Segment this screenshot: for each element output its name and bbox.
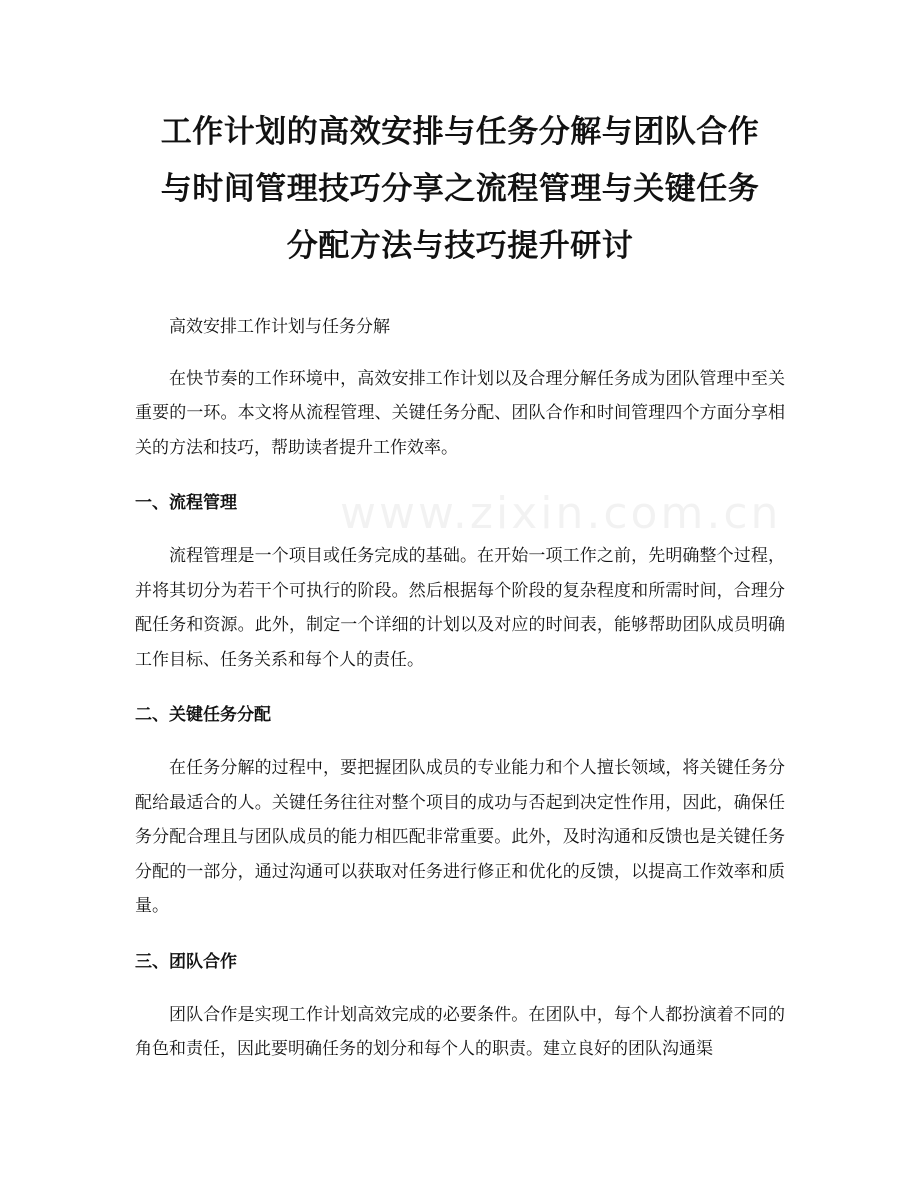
document-title bbox=[120, 104, 800, 275]
document-body bbox=[135, 310, 785, 1088]
section-body-process-management: 流程管理是一个项目或任务完成的基础。在开始一项工作之前，先明确整个过程，并将其切分为若干个可执行的阶段。然后根据每个阶段的复杂程度和所需时间，合理分配任务和资源。此外，制定一个详细的计划以及对应的时间表，能够帮助团队成员明确工作目标、任务关系和每个人的责任。 bbox=[135, 546, 785, 670]
section-heading-teamwork: 三、团队合作 bbox=[135, 951, 237, 972]
document-subtitle: 高效安排工作计划与任务分解 bbox=[169, 317, 390, 337]
intro-paragraph: 在快节奏的工作环境中，高效安排工作计划以及合理分解任务成为团队管理中至关重要的一环。本文将从流程管理、关键任务分配、团队合作和时间管理四个方面分享相关的方法和技巧，帮助读者提升工作效率。 bbox=[135, 368, 785, 458]
section-body-key-task-allocation: 在任务分解的过程中，要把握团队成员的专业能力和个人擅长领域，将关键任务分配给最适合的人。关键任务往往对整个项目的成功与否起到决定性作用，因此，确保任务分配合理且与团队成员的能力相匹配非常重要。此外，及时沟通和反馈也是关键任务分配的一部分，通过沟通可以获取对任务进行修正和优化的反馈，以提高工作效率和质量。 bbox=[135, 758, 785, 916]
title-line-2: 与时间管理技巧分享之流程管理与关键任务 bbox=[160, 171, 760, 207]
section-heading-process-management: 一、流程管理 bbox=[135, 493, 237, 513]
title-line-1: 工作计划的高效安排与任务分解与团队合作 bbox=[160, 114, 760, 150]
watermark: www.zixin.com.cn bbox=[340, 488, 782, 539]
title-line-3: 分配方法与技巧提升研讨 bbox=[286, 228, 634, 264]
section-body-teamwork: 团队合作是实现工作计划高效完成的必要条件。在团队中，每个人都扮演着不同的角色和责任，因此要明确任务的划分和每个人的职责。建立良好的团队沟通渠 bbox=[135, 1004, 785, 1059]
section-heading-key-task-allocation: 二、关键任务分配 bbox=[135, 705, 271, 725]
